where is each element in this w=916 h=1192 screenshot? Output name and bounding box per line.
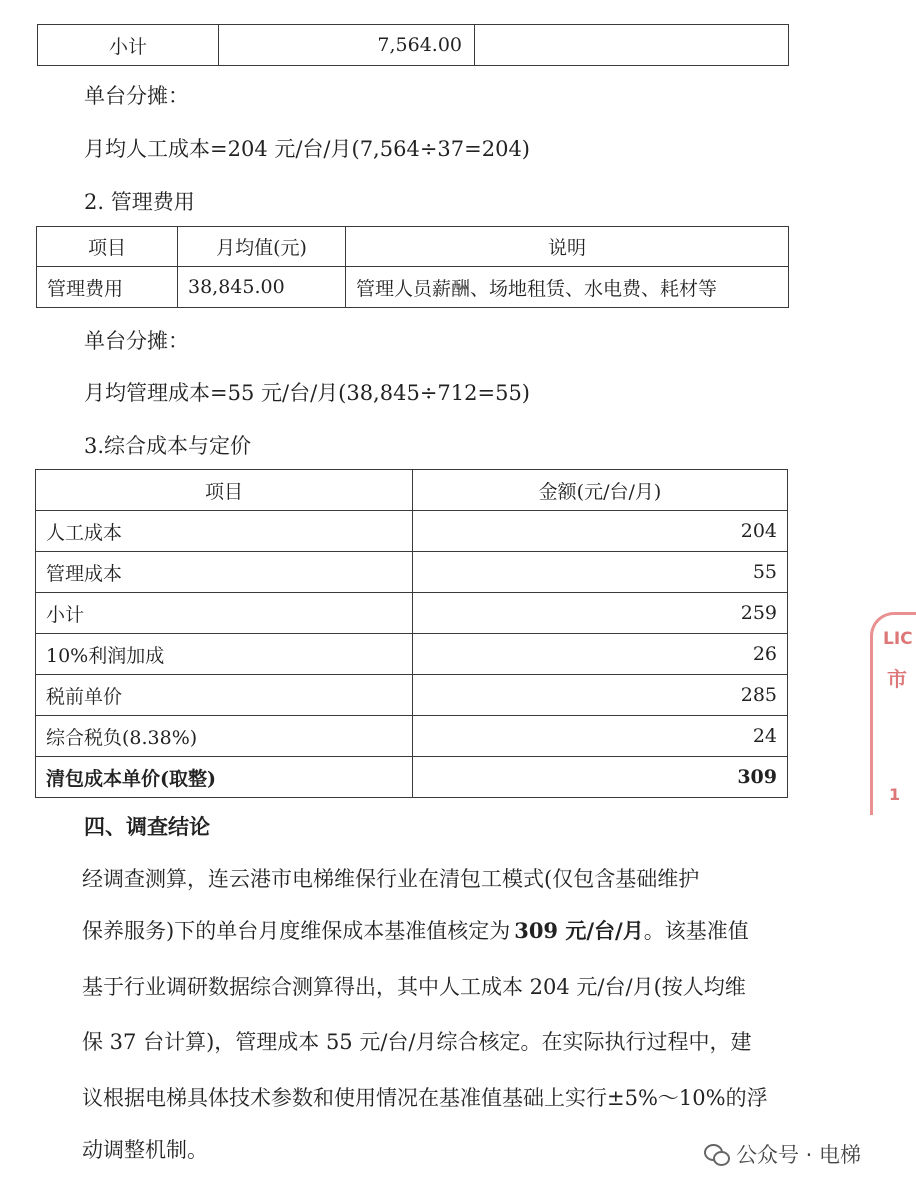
- official-seal: [870, 612, 916, 815]
- benchmark-value: 309 元/台/月: [514, 918, 644, 943]
- mgmt-row-monthly: 38,845.00: [178, 267, 346, 308]
- table-row: [36, 757, 788, 798]
- mgmt-header-note: 说明: [346, 227, 789, 267]
- management-fee-table: [36, 226, 789, 308]
- conclusion-heading: 四、调查结论: [84, 814, 210, 839]
- pricing-header-amount: 金额(元/台/月): [413, 470, 788, 511]
- pricing-row-value: 204: [413, 511, 788, 552]
- pricing-heading: 3.综合成本与定价: [84, 434, 252, 458]
- table-row: [36, 552, 788, 593]
- mgmt-row-note: 管理人员薪酬、场地租赁、水电费、耗材等: [346, 267, 789, 308]
- labor-formula: 月均人工成本=204 元/台/月(7,564÷37=204): [84, 137, 531, 161]
- pricing-table: [35, 469, 788, 798]
- seal-text-2: 市: [887, 667, 907, 691]
- pricing-row-label: 10%利润加成: [36, 634, 413, 675]
- pricing-row-value: 55: [413, 552, 788, 593]
- mgmt-header-item: 项目: [37, 227, 178, 267]
- conclusion-line-5: 议根据电梯具体技术参数和使用情况在基准值基础上实行±5%～10%的浮: [82, 1086, 768, 1110]
- mgmt-allocation-label: 单台分摊：: [84, 329, 189, 353]
- seal-text-1: LIC: [883, 629, 913, 649]
- conclusion-line-6: 动调整机制。: [82, 1138, 208, 1162]
- table-row: [36, 634, 788, 675]
- table-row: [36, 593, 788, 634]
- labor-subtotal-table: [37, 24, 789, 66]
- conclusion-line-2-suffix: 。该基准值: [643, 919, 749, 943]
- pricing-row-label: 小计: [36, 593, 413, 634]
- pricing-total-value: 309: [413, 757, 788, 798]
- wechat-watermark: [704, 1139, 861, 1169]
- subtotal-value: 7,564.00: [219, 25, 475, 66]
- pricing-total-label: 清包成本单价(取整): [36, 757, 413, 798]
- seal-text-3: 1: [889, 785, 901, 804]
- pricing-row-label: 税前单价: [36, 675, 413, 716]
- table-row: [36, 511, 788, 552]
- watermark-text: 公众号 · 电梯: [736, 1143, 862, 1167]
- conclusion-line-2-prefix: 保养服务): [82, 919, 175, 943]
- pricing-header-item: 项目: [36, 470, 413, 511]
- pricing-row-label: 人工成本: [36, 511, 413, 552]
- table-row: [36, 675, 788, 716]
- conclusion-line-3: 基于行业调研数据综合测算得出，其中人工成本 204 元/台/月(按人均维: [82, 975, 746, 999]
- pricing-row-label: 管理成本: [36, 552, 413, 593]
- conclusion-line-1: 经调查测算，连云港市电梯维保行业在清包工模式(仅包含基础维护: [82, 867, 700, 891]
- management-heading: 2. 管理费用: [84, 190, 195, 214]
- pricing-row-label: 综合税负(8.38%): [36, 716, 413, 757]
- conclusion-line-2: [82, 915, 749, 945]
- wechat-icon: [704, 1144, 730, 1166]
- conclusion-line-4: 保 37 台计算)，管理成本 55 元/台/月综合核定。在实际执行过程中，建: [82, 1030, 752, 1054]
- labor-allocation-label: 单台分摊：: [84, 84, 189, 108]
- conclusion-line-2-mid: 下的单台月度维保成本基准值核定为: [174, 919, 511, 943]
- mgmt-row-item: 管理费用: [37, 267, 178, 308]
- mgmt-formula: 月均管理成本=55 元/台/月(38,845÷712=55): [84, 381, 531, 405]
- subtotal-label: 小计: [38, 25, 219, 66]
- table-row: [36, 716, 788, 757]
- subtotal-note: [475, 25, 789, 66]
- pricing-row-value: 26: [413, 634, 788, 675]
- pricing-row-value: 24: [413, 716, 788, 757]
- pricing-row-value: 259: [413, 593, 788, 634]
- mgmt-header-monthly: 月均值(元): [178, 227, 346, 267]
- pricing-row-value: 285: [413, 675, 788, 716]
